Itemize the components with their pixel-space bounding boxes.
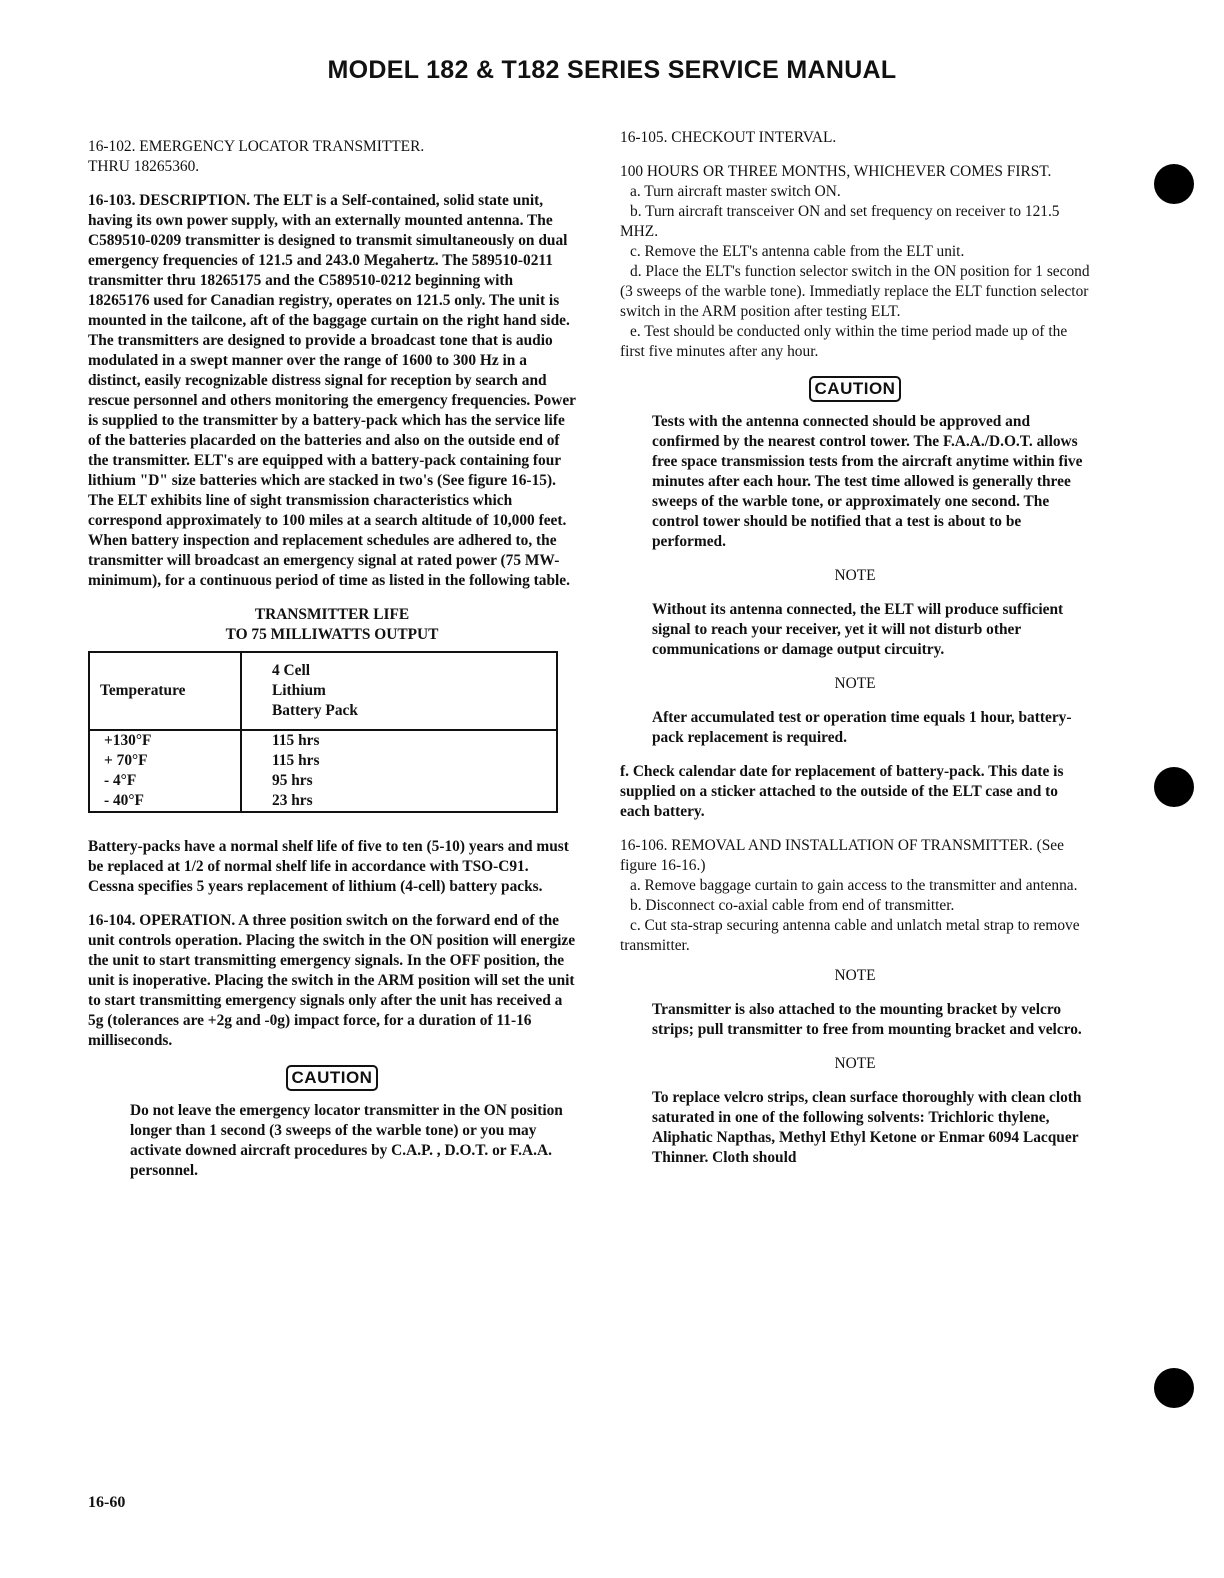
binder-hole-icon (1154, 164, 1194, 204)
section-16-103-description: 16-103. DESCRIPTION. The ELT is a Self-contained, solid state unit, having its own power supply, with an externally mounted antenna. The C589510-0209 transmitter is designed to transmit simultaneously on dual emergency frequencies of 121.5 and 243.0 Megahertz. The 589510-0211 transmitter thru 18265175 and the C589510-0212 beginning with 18265176 used for Canadian registry, operates on 121.5 only. The unit is mounted in the tailcone, aft of the baggage curtain on the right hand side. The transmitters are designed to provide a broadcast tone that is audio modulated in a swept manner over the range of 1600 to 300 Hz in a distinct, easily recognizable distress signal for reception by search and rescue personnel and others monitoring the emergency frequencies. Power is supplied to the transmitter by a battery-pack which has the service life of the batteries placarded on the batteries and also on the outside end of the transmitter. ELT's are equipped with a battery-pack containing four lithium "D" size batteries which are stacked in two's (See figure 16-15). The ELT exhibits line of sight transmission characteristics which correspond approximately to 100 miles at a search altitude of 10,000 feet. When battery inspection and replacement schedules are adhered to, the transmitter will broadcast an emergency signal at rated power (75 MW-minimum), for a continuous period of time as listed in the following table. (88, 192, 576, 589)
caution-label: CAUTION (809, 376, 902, 402)
list-item: a. Remove baggage curtain to gain access to the transmitter and antenna. (630, 877, 1078, 894)
binder-hole-icon (1154, 1368, 1194, 1408)
table-caption (88, 605, 576, 645)
removal-steps (620, 876, 1090, 956)
checkout-interval: 100 HOURS OR THREE MONTHS, WHICHEVER COMES FIRST. (620, 163, 1052, 180)
table-row (89, 751, 557, 771)
caution-box-right (620, 376, 1090, 402)
section-16-102 (88, 137, 576, 177)
section-16-106-title: 16-106. REMOVAL AND INSTALLATION OF TRANSMITTER. (See figure 16-16.) (620, 837, 1064, 874)
left-column (88, 137, 576, 1195)
row-temp: + 70°F (89, 751, 241, 771)
note-label-1: NOTE (834, 567, 876, 584)
row-life: 95 hrs (272, 772, 313, 789)
list-item: a. Turn aircraft master switch ON. (630, 183, 841, 200)
table-row (89, 730, 557, 751)
header-cell-line3: Battery Pack (272, 702, 358, 719)
note-label-3: NOTE (834, 967, 876, 984)
list-item: d. Place the ELT's function selector switch in the ON position for 1 second (3 sweeps of the warble tone). Immediatly replace the ELT function selector switch in the ARM position after testing ELT. (620, 263, 1090, 320)
note-label-4: NOTE (834, 1055, 876, 1072)
caution-label: CAUTION (286, 1065, 379, 1091)
list-item: c. Remove the ELT's antenna cable from the ELT unit. (630, 243, 965, 260)
section-16-102-title: 16-102. EMERGENCY LOCATOR TRANSMITTER. (88, 138, 425, 155)
header-cell-line1: 4 Cell (272, 662, 311, 679)
list-item: c. Cut sta-strap securing antenna cable and unlatch metal strap to remove transmitter. (620, 917, 1080, 954)
note-label-2: NOTE (834, 675, 876, 692)
row-temp: +130°F (89, 730, 241, 751)
caution-box-left (88, 1065, 576, 1091)
row-temp: - 40°F (89, 791, 241, 812)
transmitter-life-table (88, 651, 558, 813)
shelf-life-paragraph: Battery-packs have a normal shelf life of five to ten (5-10) years and must be replaced at 1/2 of normal shelf life in accordance with TSO-C91. Cessna specifies 5 years replacement of lithium (4-cell) battery packs. (88, 838, 569, 895)
step-f: f. Check calendar date for replacement of battery-pack. This date is supplied on a sticker attached to the outside of the ELT case and to each battery. (620, 763, 1064, 820)
table-caption-line2: TO 75 MILLIWATTS OUTPUT (225, 626, 439, 643)
caution-text-left: Do not leave the emergency locator transmitter in the ON position longer than 1 second (3 sweeps of the warble tone) or you may activate downed aircraft procedures by C.A.P. , D.O.T. or F.A.A. personnel. (130, 1102, 563, 1179)
page-number: 16-60 (88, 1494, 126, 1511)
note-text-4: To replace velcro strips, clean surface thoroughly with clean cloth saturated in one of the following solvents: Trichloric thylene, Aliphatic Napthas, Methyl Ethyl Ketone or Enmar 6094 Lacquer Thinner. Cloth should (652, 1089, 1082, 1166)
list-item: b. Turn aircraft transceiver ON and set frequency on receiver to 121.5 MHZ. (620, 203, 1060, 240)
section-16-104-operation: 16-104. OPERATION. A three position switch on the forward end of the unit controls operation. Placing the switch in the ON position will energize the unit to start transmitting emergency signals. In the OFF position, the unit is inoperative. Placing the switch in the ARM position will set the unit to start transmitting emergency signals only after the unit has received a 5g (tolerances are +2g and -0g) impact force, for a duration of 11-16 milliseconds. (88, 912, 576, 1049)
table-caption-line1: TRANSMITTER LIFE (254, 606, 410, 623)
table-row (89, 771, 557, 791)
caution-text-right: Tests with the antenna connected should be approved and confirmed by the nearest control tower. The F.A.A./D.O.T. allows free space transmission tests from the aircraft anytime within five minutes after each hour. The test time allowed is generally three sweeps of the warble tone, or approximately one second. The control tower should be notified that a test is about to be performed. (652, 413, 1083, 550)
row-temp: - 4°F (89, 771, 241, 791)
list-item: b. Disconnect co-axial cable from end of transmitter. (630, 897, 955, 914)
page-title: MODEL 182 & T182 SERIES SERVICE MANUAL (327, 56, 897, 84)
list-item: e. Test should be conducted only within the time period made up of the first five minutes after any hour. (620, 323, 1068, 360)
binder-hole-icon (1154, 767, 1194, 807)
note-text-3: Transmitter is also attached to the mounting bracket by velcro strips; pull transmitter to free from mounting bracket and velcro. (652, 1001, 1082, 1038)
note-text-2: After accumulated test or operation time equals 1 hour, battery-pack replacement is required. (652, 709, 1072, 746)
header-cell-line2: Lithium (272, 682, 326, 699)
row-life: 23 hrs (272, 792, 313, 809)
header-battery-pack (241, 652, 557, 730)
section-16-105-title: 16-105. CHECKOUT INTERVAL. (620, 129, 837, 146)
table-row (89, 791, 557, 812)
checkout-steps (620, 182, 1090, 362)
row-life: 115 hrs (272, 752, 320, 769)
header-temperature: Temperature (89, 652, 241, 730)
right-column (620, 128, 1090, 1168)
section-16-102-thru: THRU 18265360. (88, 158, 200, 175)
row-life: 115 hrs (272, 732, 320, 749)
note-text-1: Without its antenna connected, the ELT will produce sufficient signal to reach your receiver, yet it will not disturb other communications or damage output circuitry. (652, 601, 1064, 658)
